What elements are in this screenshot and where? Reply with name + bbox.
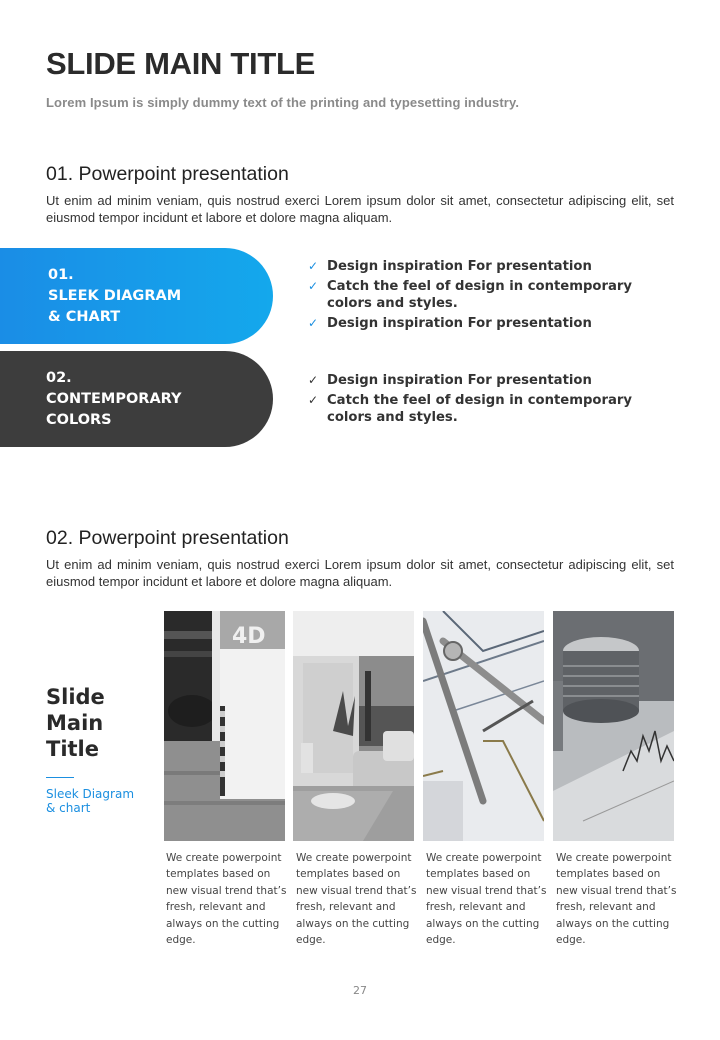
coins-chart-photo bbox=[553, 611, 674, 841]
check-item-text: Design inspiration For presentation bbox=[327, 373, 592, 388]
living-room-photo bbox=[293, 611, 414, 841]
check-item bbox=[308, 258, 668, 275]
living-room-image bbox=[293, 611, 414, 841]
side-title-line: Main bbox=[46, 711, 104, 735]
blueprint-compass-photo bbox=[423, 611, 544, 841]
checklist-2 bbox=[308, 372, 668, 429]
section-2-title: 02. Powerpoint presentation bbox=[46, 527, 289, 549]
coins-chart-image bbox=[553, 611, 674, 841]
card-text: We create powerpoint templates based on new visual trend that’s fresh, relevant and always on the cutting edge. bbox=[426, 852, 547, 947]
parking-garage-photo bbox=[164, 611, 285, 841]
check-item bbox=[308, 372, 668, 389]
check-item-text: Catch the feel of design in contemporary colors and styles. bbox=[327, 393, 632, 425]
pill-line: SLEEK DIAGRAM bbox=[48, 287, 182, 304]
accent-divider bbox=[46, 777, 74, 778]
blueprint-compass-image bbox=[423, 611, 544, 841]
check-icon: ✓ bbox=[308, 279, 319, 293]
pill-line: CONTEMPORARY bbox=[46, 390, 182, 407]
pill-sleek-diagram bbox=[0, 248, 273, 344]
pill-line: & CHART bbox=[48, 308, 121, 325]
side-title-line: Title bbox=[46, 737, 100, 761]
check-item-text: Design inspiration For presentation bbox=[327, 316, 592, 331]
card-text: We create powerpoint templates based on new visual trend that’s fresh, relevant and always on the cutting edge. bbox=[556, 852, 677, 947]
check-item-text: Design inspiration For presentation bbox=[327, 259, 592, 274]
check-icon: ✓ bbox=[308, 316, 319, 330]
check-item bbox=[308, 315, 668, 332]
section-1-body: Ut enim ad minim veniam, quis nostrud exerci Lorem ipsum dolor sit amet, consectetur adipiscing elit, set eiusmod tempor incidunt et labore et dolore magna aliquam. bbox=[46, 193, 674, 225]
pill-line: 01. bbox=[48, 266, 74, 283]
section-2-body: Ut enim ad minim veniam, quis nostrud exerci Lorem ipsum dolor sit amet, consectetur adipiscing elit, set eiusmod tempor incidunt et labore et dolore magna aliquam. bbox=[46, 557, 674, 589]
check-item bbox=[308, 392, 668, 426]
card-text: We create powerpoint templates based on new visual trend that’s fresh, relevant and always on the cutting edge. bbox=[296, 852, 417, 947]
section-1-title: 01. Powerpoint presentation bbox=[46, 163, 289, 185]
page-number: 27 bbox=[353, 984, 367, 997]
parking-garage-image bbox=[164, 611, 285, 841]
side-subtitle-line: Sleek Diagram bbox=[46, 787, 135, 801]
pill-contemporary-colors bbox=[0, 351, 273, 447]
garage-sign-text: 4D bbox=[232, 624, 266, 649]
side-subtitle-line: & chart bbox=[46, 801, 91, 815]
side-subtitle bbox=[46, 787, 134, 815]
check-item-text: Catch the feel of design in contemporary colors and styles. bbox=[327, 279, 632, 311]
pill-line: COLORS bbox=[46, 411, 112, 428]
side-title-line: Slide bbox=[46, 685, 105, 709]
page-subtitle: Lorem Ipsum is simply dummy text of the printing and typesetting industry. bbox=[46, 95, 520, 110]
pill-line: 02. bbox=[46, 369, 72, 386]
card-text: We create powerpoint templates based on new visual trend that’s fresh, relevant and always on the cutting edge. bbox=[166, 852, 287, 947]
check-item bbox=[308, 278, 668, 312]
side-title bbox=[46, 684, 105, 762]
page-title: SLIDE MAIN TITLE bbox=[46, 46, 316, 81]
check-icon: ✓ bbox=[308, 373, 319, 387]
checklist-1 bbox=[308, 258, 668, 335]
check-icon: ✓ bbox=[308, 393, 319, 407]
check-icon: ✓ bbox=[308, 259, 319, 273]
